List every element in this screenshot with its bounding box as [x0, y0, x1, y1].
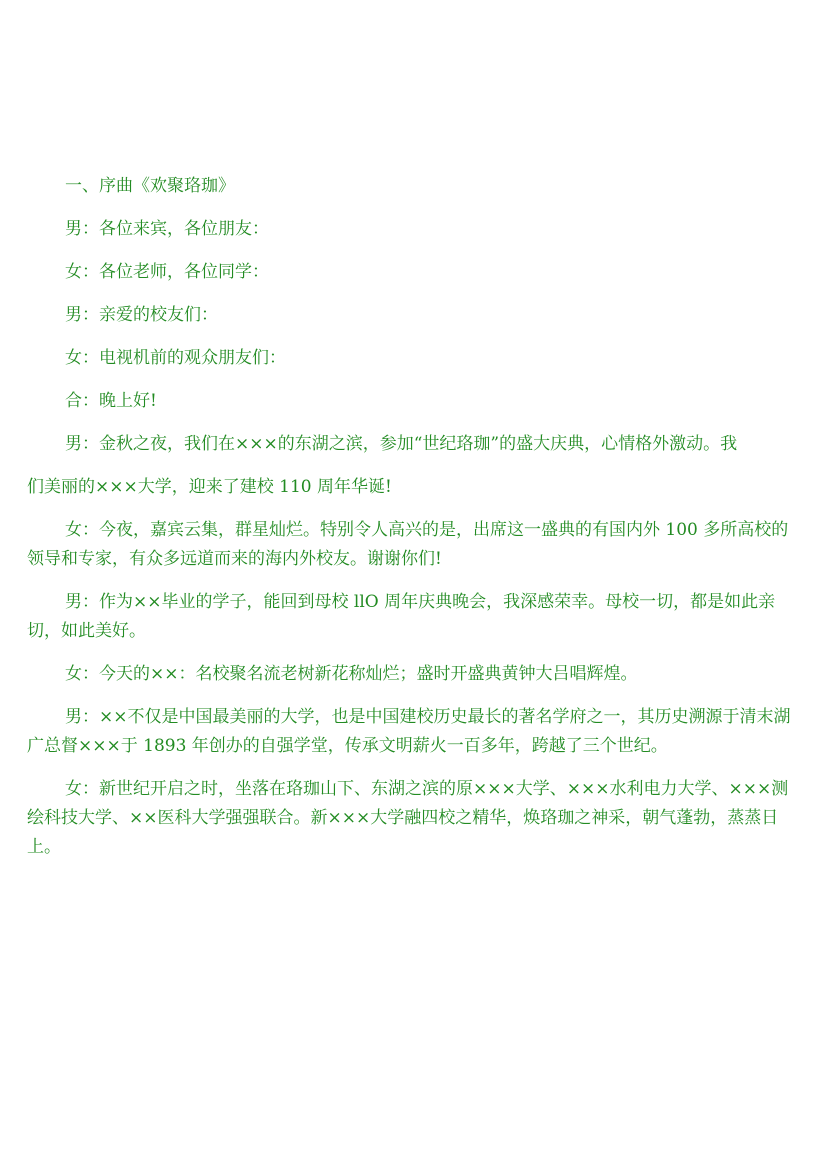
dialogue-paragraph [27, 660, 802, 689]
dialogue-continuation [27, 473, 802, 502]
text-line: 男：亲爱的校友们： [65, 305, 218, 325]
dialogue-paragraph [27, 516, 802, 574]
text-line: 女：今天的××：名校聚名流老树新花称灿烂；盛时开盛典黄钟大吕唱辉煌。 [65, 664, 638, 684]
dialogue-paragraph [27, 430, 802, 459]
dialogue-paragraph [27, 301, 802, 330]
text-line: 合：晚上好! [65, 391, 157, 411]
text-line: 们美丽的×××大学，迎来了建校 110 周年华诞! [27, 477, 392, 497]
text-line: 男：作为××毕业的学子，能回到母校 llO 周年庆典晚会，我深感荣幸。母校一切，都是如此亲切，如此美好。 [27, 592, 776, 641]
dialogue-paragraph [27, 387, 802, 416]
dialogue-paragraph [27, 215, 802, 244]
heading-paragraph [27, 172, 802, 201]
text-line: 女：新世纪开启之时，坐落在珞珈山下、东湖之滨的原×××大学、×××水利电力大学、×××测绘科技大学、××医科大学强强联合。新×××大学融四校之精华，焕珞珈之神采，朝气蓬勃，蒸蒸日上。 [27, 779, 789, 857]
text-line: 女：今夜，嘉宾云集，群星灿烂。特别令人高兴的是，出席这一盛典的有国内外 100 多所高校的领导和专家，有众多远道而来的海内外校友。谢谢你们! [27, 520, 789, 569]
text-line: 男：金秋之夜，我们在×××的东湖之滨，参加“世纪珞珈”的盛大庆典，心情格外激动。我 [65, 434, 738, 454]
text-line: 女：各位老师，各位同学： [65, 262, 269, 282]
text-line: 一、序曲《欢聚珞珈》 [65, 176, 235, 196]
dialogue-paragraph [27, 703, 802, 761]
dialogue-paragraph [27, 344, 802, 373]
dialogue-paragraph [27, 258, 802, 287]
text-line: 女：电视机前的观众朋友们： [65, 348, 286, 368]
document-body [27, 172, 802, 876]
dialogue-paragraph [27, 775, 802, 862]
dialogue-paragraph [27, 588, 802, 646]
text-line: 男：××不仅是中国最美丽的大学，也是中国建校历史最长的著名学府之一，其历史溯源于清末湖广总督×××于 1893 年创办的自强学堂，传承文明薪火一百多年，跨越了三个世纪。 [27, 707, 791, 756]
text-line: 男：各位来宾，各位朋友： [65, 219, 269, 239]
